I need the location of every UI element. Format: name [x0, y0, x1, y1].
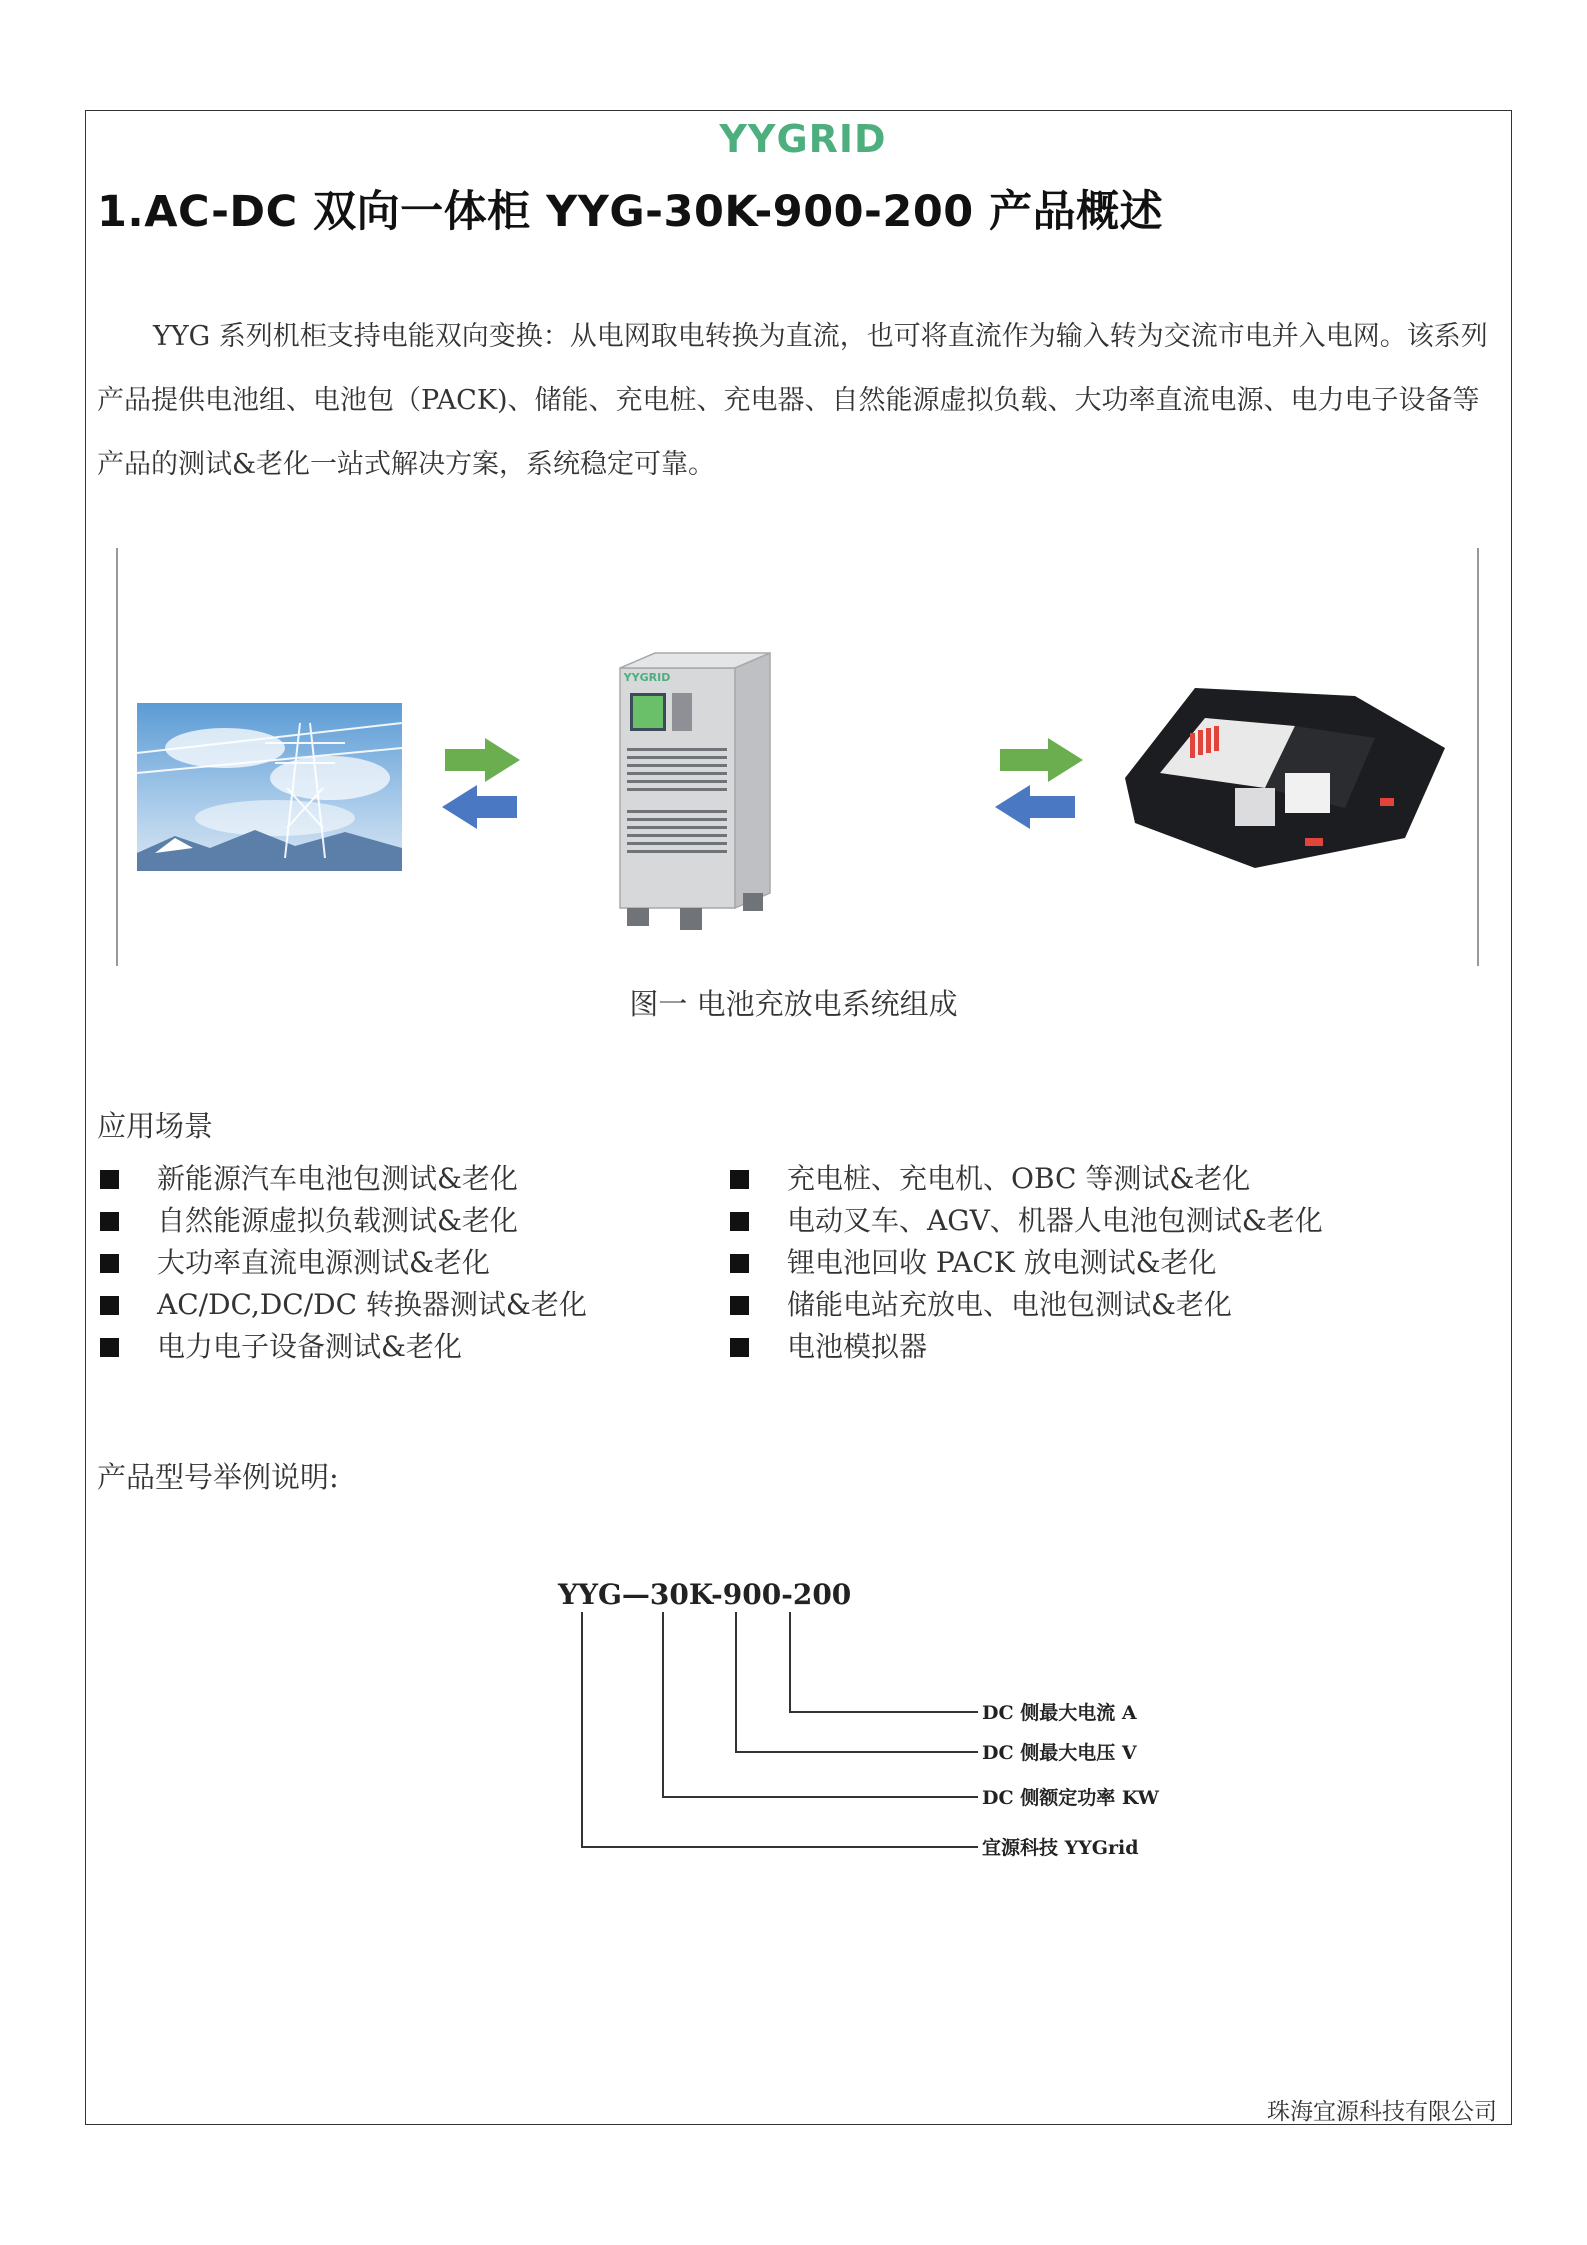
bullet-square-icon — [100, 1296, 119, 1315]
company-footer: 珠海宜源科技有限公司 — [1267, 2099, 1497, 2125]
arrow-left-icon-2 — [995, 785, 1075, 829]
applications-list-right — [730, 1158, 1323, 1368]
arrow-right-icon-2 — [1000, 738, 1083, 782]
list-item: AC/DC,DC/DC 转换器测试&老化 — [100, 1284, 587, 1326]
model-code: YYG—30K-900-200 — [558, 1578, 852, 1611]
bullet-square-icon — [100, 1212, 119, 1231]
bullet-square-icon — [100, 1170, 119, 1189]
power-grid-image — [137, 703, 402, 871]
battery-pack-image — [1125, 688, 1445, 868]
arrow-left-icon — [442, 785, 517, 829]
legend-max-voltage: DC 侧最大电压 V — [982, 1742, 1137, 1764]
list-item: 大功率直流电源测试&老化 — [100, 1242, 587, 1284]
bullet-square-icon — [100, 1338, 119, 1357]
yygrid-logo — [710, 114, 896, 160]
list-item: 充电桩、充电机、OBC 等测试&老化 — [730, 1158, 1323, 1200]
list-item: 自然能源虚拟负载测试&老化 — [100, 1200, 587, 1242]
intro-paragraph: YYG 系列机柜支持电能双向变换：从电网取电转换为直流，也可将直流作为输入转为交流市电并入电网。该系列产品提供电池组、电池包（PACK)、储能、充电桩、充电器、自然能源虚拟负载、大功率直流电源、电力电子设备等产品的测试&老化一站式解决方案，系统稳定可靠。 — [97, 321, 1488, 480]
page-title: 1.AC-DC 双向一体柜 YYG-30K-900-200 产品概述 — [97, 187, 1164, 237]
bullet-square-icon — [730, 1296, 749, 1315]
svg-text:YYGRID: YYGRID — [719, 117, 887, 160]
list-item: 电池模拟器 — [730, 1326, 1323, 1368]
list-item: 锂电池回收 PACK 放电测试&老化 — [730, 1242, 1323, 1284]
applications-heading: 应用场景 — [97, 1109, 214, 1143]
list-item: 新能源汽车电池包测试&老化 — [100, 1158, 587, 1200]
model-heading: 产品型号举例说明: — [97, 1460, 339, 1494]
legend-rated-power: DC 侧额定功率 KW — [982, 1787, 1160, 1809]
bullet-square-icon — [100, 1254, 119, 1273]
legend-brand: 宜源科技 YYGrid — [982, 1837, 1139, 1859]
list-item: 电动叉车、AGV、机器人电池包测试&老化 — [730, 1200, 1323, 1242]
cabinet-image — [620, 653, 770, 930]
system-figure — [115, 548, 1480, 966]
legend-max-current: DC 侧最大电流 A — [982, 1702, 1137, 1724]
list-item: 储能电站充放电、电池包测试&老化 — [730, 1284, 1323, 1326]
bullet-square-icon — [730, 1212, 749, 1231]
list-item: 电力电子设备测试&老化 — [100, 1326, 587, 1368]
arrow-right-icon — [445, 738, 520, 782]
applications-list-left — [100, 1158, 587, 1368]
bullet-square-icon — [730, 1254, 749, 1273]
svg-text:YYGRID: YYGRID — [623, 671, 671, 684]
bullet-square-icon — [730, 1170, 749, 1189]
model-code-diagram — [540, 1570, 1180, 1870]
figure-caption: 图一 电池充放电系统组成 — [629, 987, 958, 1021]
bullet-square-icon — [730, 1338, 749, 1357]
